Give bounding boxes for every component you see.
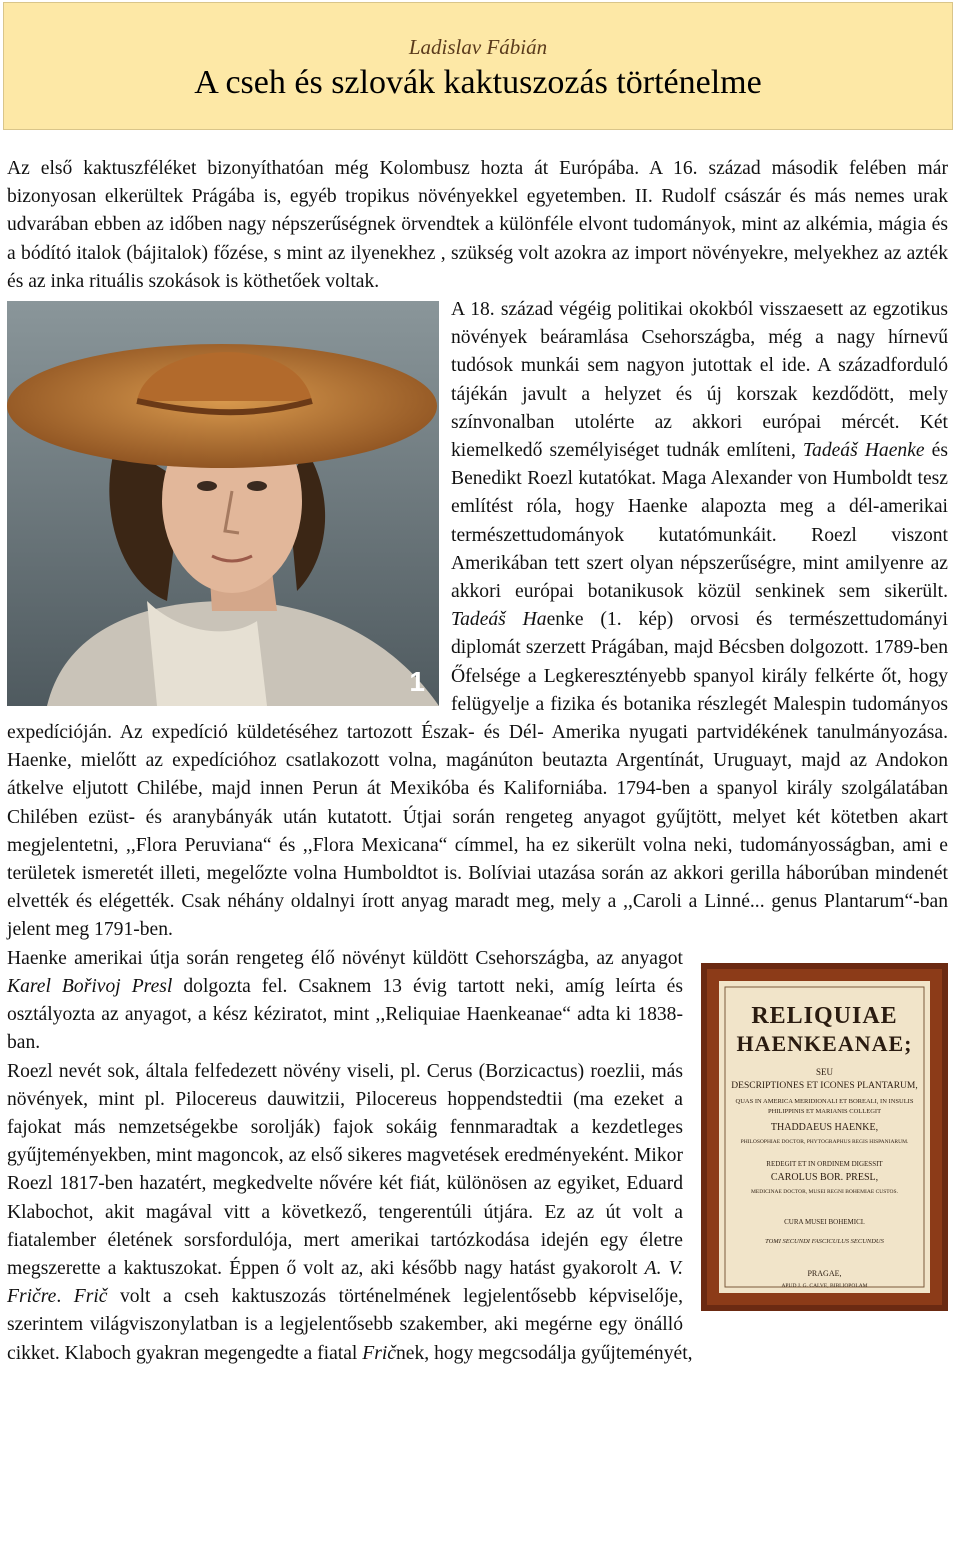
author-name: Ladislav Fábián xyxy=(408,35,548,59)
portrait-figure xyxy=(7,301,439,706)
haenke-portrait-image xyxy=(7,301,439,706)
person-name: Tadeáš Ha xyxy=(451,609,547,631)
person-name: Frič xyxy=(73,1286,108,1308)
book-title-text: RELIQUIAE HAENKEANAE; SEU DESCRIPTIONES ET ICONES PLANTARUM, QUAS IN AMERICA MERIDIONALI ET BOREALI, IN INSULIS PHILIPPINIS ET MARIANIS COLLEGIT THADDAEUS HAENKE, PHILOSOPHIAE DOCTOR, PHYTOGRAPHUS REGIS HISPANIARUM. REDEGIT ET IN ORDINEM DIGESSIT CAROLUS BOR. PRESL, MEDICINAE DOCTOR, MUSEI REGNI BOHEMIAE CUSTOS. CURA MUSEI BOHEMICI. TOMI SECUNDI FASCICULUS SECUNDUS PRAGAE, APUD J. G. CALVE, BIBLIOPOLAM xyxy=(731,1002,918,1289)
book-title-page-figure xyxy=(701,963,948,1311)
person-name: A. V. Fričre xyxy=(7,1257,683,1308)
paragraph-intro: Az első kaktuszféléket bizonyíthatóan még Kolombusz hozta át Európába. A 16. század második felében már bizonyosan elkerültek Prágába is, egyéb tropikus növényekkel egyetemben. II. Rudolf császár és más nemes urak udvarában ebben az időben nagy népszerűségnek örvendtek a különféle elvont tudományok, mint az alkémia, mágia és a bódító italok (bájitalok) főzése, s mint az ilyenekhez , szükség volt azokra az import növényekre, melyekhez az azték és az inka rituális szokások is köthetőek voltak. xyxy=(7,158,948,292)
paragraph-presl: Haenke amerikai útja során rengeteg élő növényt küldött Csehországba, az anyagot Karel Bořivoj Presl dolgozta fel. Csaknem 13 évig tartott neki, amíg leírta és osztályozta az anyagot, a kész kéziratot, mint ,,Reliquiae Haenkeanae“ adta ki 1838-ban. xyxy=(7,947,683,1054)
page-title: A cseh és szlovák kaktuszozás történelme xyxy=(194,64,762,101)
title-banner xyxy=(3,2,953,130)
article-body xyxy=(7,155,948,1368)
paragraph-haenke: A 18. század végéig politikai okokból visszaesett az egzotikus növények beáramlása Csehországba, még a nagy hírnevű tudósok munkái sem nagyon jutottak el ide. A századforduló tájékán javult a helyzet és új korszak kezdődött, mely színvonalban utolérte az akkori európai mércét. Két kiemelkedő személyiséget tudnák említeni, Tadeáš Haenke és Benedikt Roezl kutatókat. Maga Alexander von Humboldt tesz említést róla, hogy Haenke alapozta meg a dél-amerikai természettudományok kutatómunkáit. Roezl viszont Amerikában tett szert olyan népszerűségre, mint amilyenre az akkori európai botanikusok közül senkinek sem sikerült. Tadeáš Haenke (1. kép) orvosi és természettudományi diplomát szerzett Prágában, majd Bécsben dolgozott. 1789-ben Őfelsége a Legkeresztényebb spanyol király felkérte őt, hogy felügyelje a fizika és botanika részlegét Malespin tudományos expedícióján. Az expedíció küldetéséhez tartozott Észak- és Dél- Amerika nyugati partvidékének tanulmányozása. Haenke, mielőtt az expedícióhoz csatlakozott volna, magánúton beutazta Argentínát, Uruguayt, majd az Andokon átkelve eljutott Chilébe, majd innen Perun át Mexikóba és Kaliforniába. 1794-ben a spanyol király szolgálatában Chilében ezüst- és aranybányák után kutatott. Útjai során rengeteg anyagot gyűjtött, melyet két kötetben akart megjelentetni, ,,Flora Peruviana“ és ,,Flora Mexicana“ címmel, ha ez sikerült volna neki, tudományosságban, ami e területek ismeretét illeti, megelőzte volna Humboldtot is. Bolíviai utazása során az akkori gerilla háborúban mindenét elvették és elégették. Csak néhány oldalnyi írott anyag maradt meg, mely a ,,Caroli a Linné... genus Plantarum“-ban jelent meg 1791-ben. xyxy=(7,299,949,941)
person-name: Karel Bořivoj Presl xyxy=(7,975,173,997)
figure-number: 1 xyxy=(409,665,425,697)
person-name: Tadeáš Haenke xyxy=(802,440,925,462)
paragraph-roezl: Roezl nevét sok, általa felfedezett növény viseli, pl. Cerus (Borzicactus) roezlii, más növények, mint pl. Pilocereus dauwitzii, Pilocereus hoppendstedtii (ma ezeket a fajokat más nemzetségekbe sorolják) fajok sokáig fennmaradtak a kezdetleges gyűjteményekben, mint magoncok, az első sikeres magvetések eredményeként. Mikor Roezl 1817-ben hazatért, megkedvelte nővére két fiát, különösen az egyiket, Eduard Klabochot, akit magával vitt a következő, tengerentúli útjára. Ez az út volt a fiatalember életének sorsfordulója, mert amerikai tartózkodása idején egy életre megszerette a kaktuszokat. Éppen ő volt az, aki később nagy hatást gyakorolt A. V. Fričre. Frič volt a cseh kaktuszozás történelmének legjelentősebb képviselője, szerintem világviszonylatban is a legjelentősebb szakember, aki megérne egy önálló cikket. Klaboch gyakran megengedte a fiatal Fričnek, hogy megcsodálja gyűjteményét, xyxy=(7,1060,693,1364)
person-name: Frič xyxy=(362,1342,396,1364)
